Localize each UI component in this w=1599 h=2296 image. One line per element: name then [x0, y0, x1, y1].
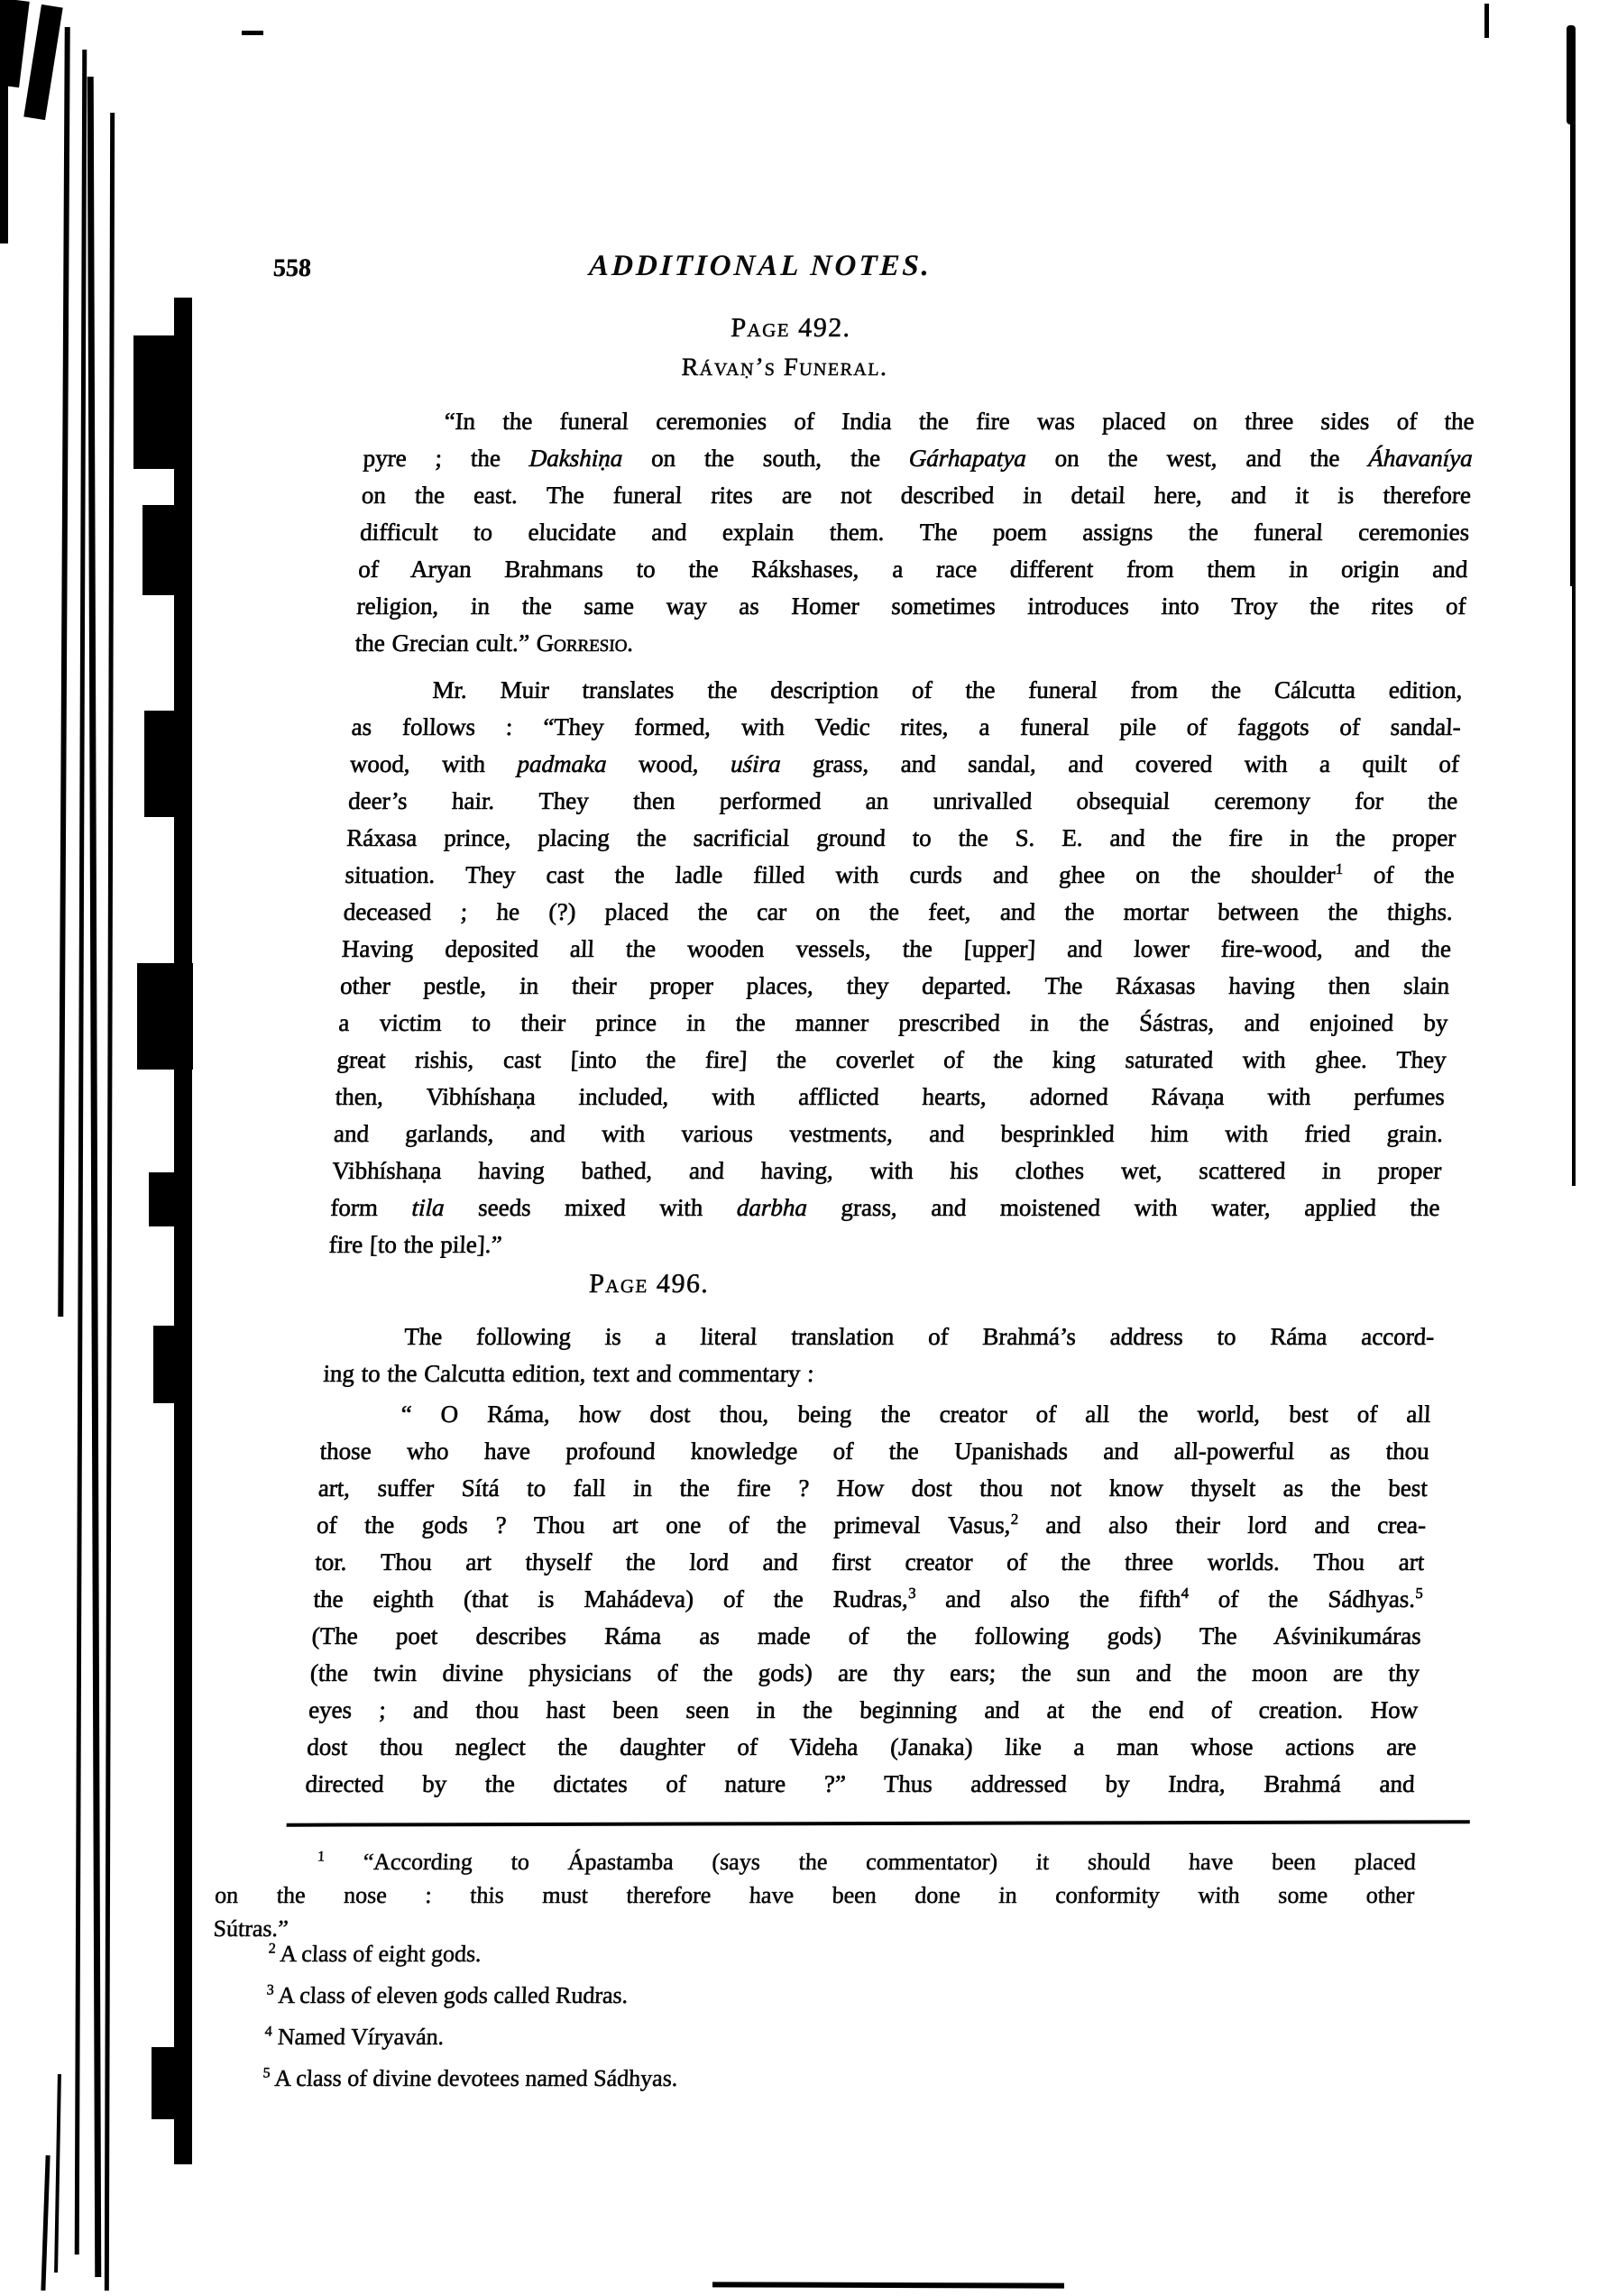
running-title: ADDITIONAL NOTES. [588, 250, 933, 282]
text-line: Vibhíshaṇa having bathed, and having, with his clothes wet, scattered in proper [331, 1157, 1442, 1184]
text-line: on the east. The funeral rites are not described in detail here, and it is therefore [361, 482, 1472, 509]
text-line: (the twin divine physicians of the gods) are thy ears; the sun and the moon are thy [309, 1659, 1420, 1686]
text-line: Mr. Muir translates the description of the funeral from the Cálcutta edition, [431, 676, 1464, 703]
text-line: pyre ; the Dakshiṇa on the south, the Gárhapatya on the west, and the Áhavaníya [363, 445, 1474, 472]
text-line: deceased ; he (?) placed the car on the feet, and the mortar between the thighs. [343, 898, 1454, 925]
text-line: Sútras.” [212, 1915, 289, 1942]
section-subheading-ravans-funeral: Rávaṇ’s Funeral. [681, 354, 889, 381]
scan-artifact-right-edge-line [1572, 582, 1576, 1186]
footnote-rule [287, 1820, 1470, 1826]
paragraph-muir-translation [328, 672, 1464, 1263]
text-line: situation. They cast the ladle filled with curds and ghee on the shoulder$^1$ of the [344, 860, 1456, 888]
footnote-list [206, 1941, 1412, 2107]
text-line: a victim to their prince in the manner prescribed in the Śástras, and enjoined by [337, 1009, 1449, 1036]
text-line: dost thou neglect the daughter of Videha (Janaka) like a man whose actions are [306, 1733, 1418, 1760]
text-line: and garlands, and with various vestments, and besprinkled him with fried grain. [333, 1120, 1444, 1147]
text-line: eyes ; and thou hast been seen in the beginning and at the end of creation. How [308, 1696, 1419, 1723]
text-line: of the gods ? Thou art one of the primeval Vasus,$^2$ and also their lord and crea- [316, 1511, 1427, 1538]
text-line: Having deposited all the wooden vessels, the [upper] and lower fire-wood, and the [341, 935, 1452, 962]
footnote-1 [213, 1845, 1417, 1945]
text-line: (The poet describes Ráma as made of the following gods) The Aśvinikumáras [311, 1622, 1422, 1649]
paragraph-gorresio-quote [354, 403, 1475, 662]
text-line: the Grecian cult.” Gorresio. [354, 629, 634, 657]
text-line: wood, with padmaka wood, uśira grass, and sandal, and covered with a quilt of [349, 750, 1460, 777]
footnote-item: $^2$ A class of eight gods. [268, 1941, 482, 1967]
footnote-item: $^5$ A class of divine devotees named Sádhyas. [262, 2065, 679, 2091]
text-line: other pestle, in their proper places, they departed. The Ráxasas having then slain [339, 972, 1450, 999]
text-line: great rishis, cast [into the fire] the coverlet of the king saturated with ghee. They [336, 1046, 1447, 1073]
text-line: as follows : “They formed, with Vedic rites, a funeral pile of faggots of sandal- [351, 713, 1462, 740]
text-line: those who have profound knowledge of the Upanishads and all-powerful as thou [319, 1437, 1430, 1465]
text-line: “ O Ráma, how dost thou, being the creator of all the world, best of all [400, 1401, 1432, 1428]
text-line: directed by the dictates of nature ?” Thus addressed by Indra, Brahmá and [304, 1770, 1416, 1797]
text-line: religion, in the same way as Homer sometimes introduces into Troy the rites of [356, 592, 1467, 620]
paragraph-brahma-intro [323, 1318, 1436, 1392]
text-line: of Aryan Brahmans to the Rákshases, a race different from them in origin and [357, 556, 1469, 583]
text-line: form tila seeds mixed with darbha grass, and moistened with water, applied the [329, 1194, 1441, 1221]
page-number: 558 [272, 254, 312, 282]
text-line: art, suffer Sítá to fall in the fire ? How dost thou not know thyselt as the best [317, 1474, 1429, 1502]
section-heading-page-492: Page 492. [730, 313, 852, 343]
text-line: tor. Thou art thyself the lord and first creator of the three worlds. Thou art [314, 1548, 1426, 1575]
text-line: difficult to elucidate and explain them. The poem assigns the funeral ceremonies [359, 519, 1470, 546]
text-line: ing to the Calcutta edition, text and commentary : [322, 1360, 815, 1387]
text-line: deer’s hair. They then performed an unrivalled obsequial ceremony for the [347, 787, 1458, 814]
section-heading-page-496: Page 496. [588, 1269, 711, 1299]
footnote-item: $^3$ A class of eleven gods called Rudras. [266, 1982, 629, 2008]
text-line: fire [to the pile].” [328, 1231, 503, 1258]
paragraph-brahma-address [305, 1396, 1432, 1803]
text-line: then, Vibhíshaṇa included, with afflicted hearts, adorned Rávaṇa with perfumes [335, 1083, 1446, 1110]
text-line: $^1$ “According to Ápastamba (says the commentator) it should have been placed [317, 1849, 1417, 1875]
text-line: “In the funeral ceremonies of India the fire was placed on three sides of the [443, 408, 1475, 435]
text-line: the eighth (that is Mahádeva) of the Rudras,$^3$ and also the fifth$^4$ of the Sádhyas.$^5$ [312, 1584, 1424, 1612]
text-line: on the nose : this must therefore have been done in conformity with some other [214, 1882, 1415, 1908]
text-line: The following is a literal translation of Brahmá’s address to Ráma accord- [403, 1323, 1435, 1350]
footnote-item: $^4$ Named Víryaván. [264, 2024, 445, 2050]
text-line: Ráxasa prince, placing the sacrificial ground to the S. E. and the fire in the proper [345, 824, 1457, 851]
